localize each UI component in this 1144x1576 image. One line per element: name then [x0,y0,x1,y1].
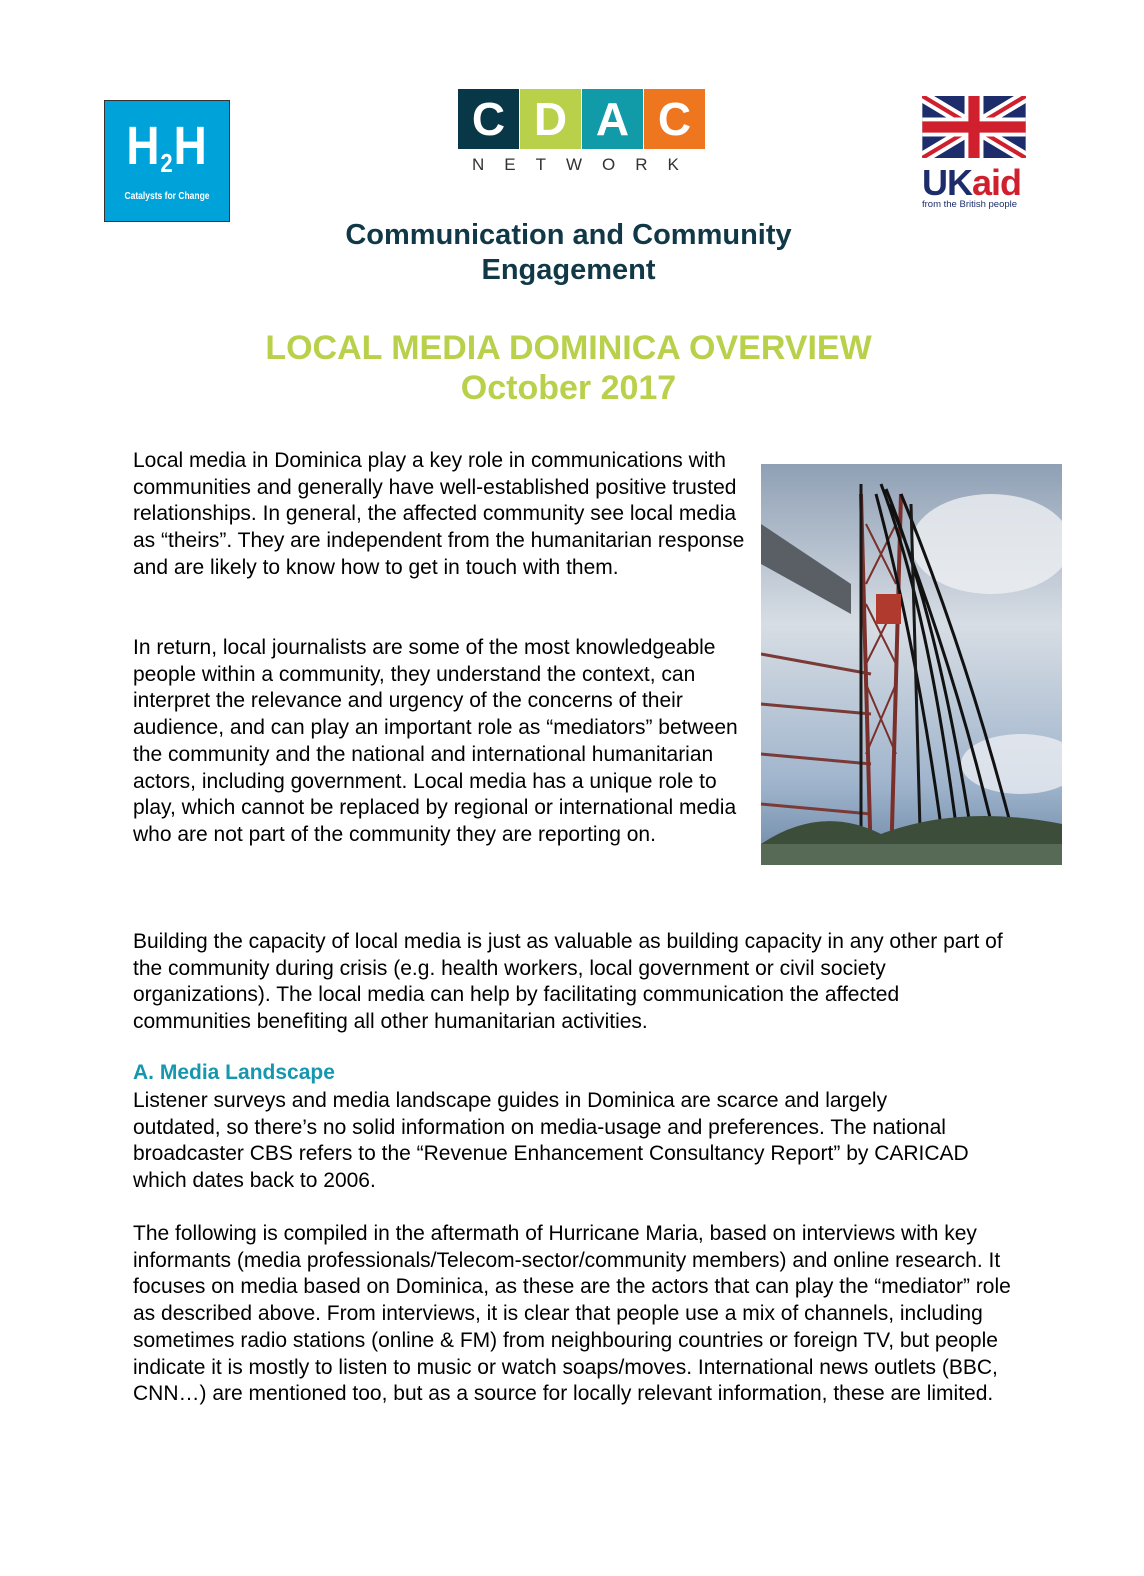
h2h-tagline: Catalysts for Change [124,191,210,202]
cdac-tile: C [644,89,705,149]
cdac-network-logo [458,89,708,175]
media-landscape-paragraph: Listener surveys and media landscape guides in Dominica are scarce and largely outdated, so there’s no solid information on media-usage and preferences. The national broadcaster CBS refers to the “Revenue Enhancement Consultancy Report” by CARICAD which dates back to 2006. [133,1089,969,1193]
cdac-tile: D [520,89,581,149]
journalists-paragraph: In return, local journalists are some of the most knowledgeable people within a community, they understand the context, can interpret the relevance and urgency of the concerns of their audience, and can play an important role as “mediators” between the community and the national and international humanitarian actors, including government. Local media has a unique role to play, which cannot be replaced by regional or international media who are not part of the community they are reporting on. [133,636,738,846]
h2h-logo-text2: H [173,116,208,176]
ukaid-logo [922,96,1027,210]
section-a-heading: A. Media Landscape [133,1061,335,1084]
header-line-2: Engagement [481,254,656,286]
compiled-info-paragraph: The following is compiled in the aftermath of Hurricane Maria, based on interviews with key informants (media professionals/Telecom-sector/community members) and online research. It focuses on media based on Dominica, as these are the actors that can play the “mediator” role as described above. From interviews, it is clear that people use a mix of channels, including sometimes radio stations (online & FM) from neighbouring countries or foreign TV, but people indicate it is mostly to listen to music or watch soaps/moves. International news outlets (BBC, CNN…) are mentioned too, but as a source for locally relevant information, these are limited. [133,1222,1011,1406]
antenna-tower-photo [761,464,1062,865]
cdac-network-label: NETWORK [472,155,699,174]
h2h-logo-sub: 2 [160,148,174,178]
h2h-logo [104,100,230,222]
ukaid-tagline: from the British people [922,199,1018,210]
title-line-2: October 2017 [460,369,677,407]
capacity-paragraph: Building the capacity of local media is just as valuable as building capacity in any other part of the community during crisis (e.g. health workers, local government or civil society organizations). The local media can help by facilitating communication the affected communities benefiting all other humanitarian activities. [133,930,1003,1034]
ukaid-uk: UK [922,162,972,203]
h2h-logo-text: H [126,116,161,176]
cdac-tile: A [582,89,643,149]
title-line-1: LOCAL MEDIA DOMINICA OVERVIEW [265,329,872,367]
union-jack-icon [922,96,1026,158]
ukaid-aid: aid [972,162,1022,203]
cdac-tile: C [458,89,519,149]
intro-paragraph: Local media in Dominica play a key role in communications with communities and generally have well-established positive trusted relationships. In general, the affected community see local media as “theirs”. They are independent from the humanitarian response and are likely to know how to get in touch with them. [133,449,745,579]
header-line-1: Communication and Community [345,219,792,251]
